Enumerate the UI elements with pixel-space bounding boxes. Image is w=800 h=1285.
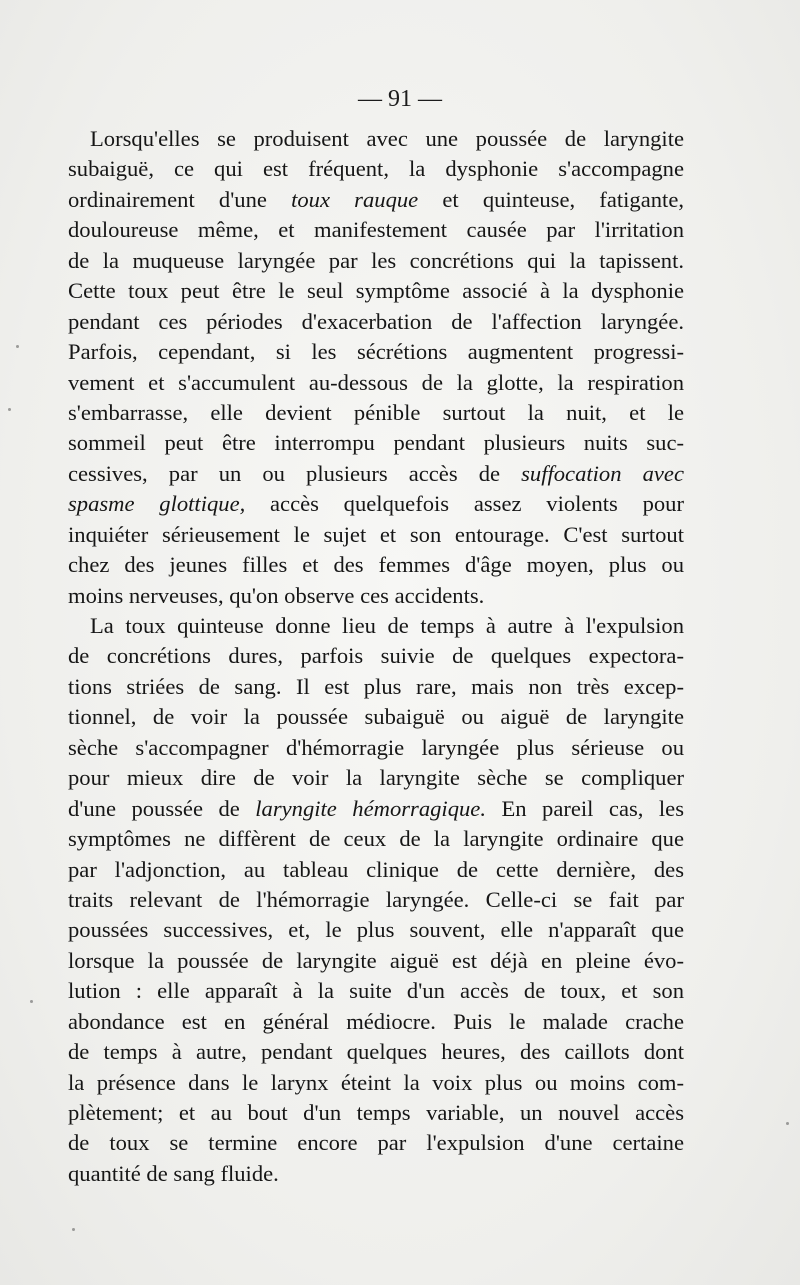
text-line <box>68 489 684 519</box>
text-line <box>68 641 684 671</box>
text-line <box>68 672 684 702</box>
text-line <box>68 185 684 215</box>
scan-speck <box>72 1228 75 1231</box>
text-run: de toux se termine encore par l'expulsion d'une certaine <box>68 1130 684 1156</box>
text-run: vement et s'accumulent au-dessous de la glotte, la respiration <box>68 369 684 395</box>
text-line <box>68 794 684 824</box>
text-run: de la muqueuse laryngée par les concrétions qui la tapissent. <box>68 247 684 273</box>
page-number: — 91 — <box>358 86 442 112</box>
text-run: lution : elle apparaît à la suite d'un accès de toux, et son <box>68 978 684 1004</box>
text-run: pour mieux dire de voir la laryngite sèche se compliquer <box>68 765 684 791</box>
text-line <box>68 915 684 945</box>
text-line <box>68 215 684 245</box>
text-line <box>68 368 684 398</box>
text-run: sèche s'accompagner d'hémorragie laryngée plus sérieuse ou <box>68 734 684 760</box>
paragraph <box>68 611 684 1189</box>
text-line <box>68 581 684 611</box>
scan-speck <box>16 345 19 348</box>
text-run: En pareil cas, les <box>485 795 684 821</box>
text-run: de temps à autre, pendant quelques heures, des caillots dont <box>68 1039 684 1065</box>
text-line <box>68 550 684 580</box>
text-run: cessives, par un ou plusieurs accès de <box>68 460 522 486</box>
text-line <box>68 1098 684 1128</box>
text-run: douloureuse même, et manifestement causée par l'irritation <box>68 217 684 243</box>
text-run: tions striées de sang. Il est plus rare, mais non très excep- <box>68 673 684 699</box>
text-line <box>68 855 684 885</box>
text-run: par l'adjonction, au tableau clinique de cette dernière, des <box>68 856 684 882</box>
text-run: la présence dans le larynx éteint la voix plus ou moins com- <box>68 1069 684 1095</box>
text-run: Parfois, cependant, si les sécrétions augmentent progressi- <box>68 339 684 365</box>
text-run: inquiéter sérieusement le sujet et son entourage. C'est surtout <box>68 521 684 547</box>
text-run: symptômes ne diffèrent de ceux de la laryngite ordinaire que <box>68 826 684 852</box>
italic-text: laryngite hémorragique. <box>255 795 486 821</box>
text-run: sommeil peut être interrompu pendant plusieurs nuits suc- <box>68 430 684 456</box>
text-run: traits relevant de l'hémorragie laryngée. Celle-ci se fait par <box>68 886 684 912</box>
paragraph <box>68 124 684 611</box>
italic-text: suffocation avec <box>521 460 684 486</box>
body-text <box>68 124 684 1189</box>
text-run: et quinteuse, fatigante, <box>418 186 684 212</box>
text-run: La toux quinteuse donne lieu de temps à autre à l'expulsion <box>90 613 684 638</box>
text-line <box>68 520 684 550</box>
text-line <box>68 824 684 854</box>
text-run: quantité de sang fluide. <box>68 1160 279 1186</box>
text-line <box>68 1068 684 1098</box>
text-line <box>68 1007 684 1037</box>
text-run: s'embarrasse, elle devient pénible surtout la nuit, et le <box>68 399 684 425</box>
text-run: accès quelquefois assez violents pour <box>245 491 684 517</box>
text-run: subaiguë, ce qui est fréquent, la dysphonie s'accompagne <box>68 156 684 182</box>
text-run: de concrétions dures, parfois suivie de quelques expectora- <box>68 643 684 669</box>
text-line <box>68 428 684 458</box>
text-run: Lorsqu'elles se produisent avec une poussée de laryngite <box>90 126 684 151</box>
text-line <box>68 459 684 489</box>
scan-speck <box>8 408 11 411</box>
text-run: moins nerveuses, qu'on observe ces accidents. <box>68 582 485 608</box>
text-line <box>68 763 684 793</box>
text-line <box>68 246 684 276</box>
text-line <box>68 337 684 367</box>
text-run: chez des jeunes filles et des femmes d'âge moyen, plus ou <box>68 552 684 578</box>
text-line <box>68 1159 684 1189</box>
text-line <box>68 946 684 976</box>
text-run: tionnel, de voir la poussée subaiguë ou aiguë de laryngite <box>68 704 684 730</box>
text-run: lorsque la poussée de laryngite aiguë est déjà en pleine évo- <box>68 947 684 973</box>
text-line <box>68 976 684 1006</box>
italic-text: spasme glottique, <box>68 491 246 517</box>
text-line <box>68 611 684 641</box>
text-run: d'une poussée de <box>68 795 256 821</box>
text-run: poussées successives, et, le plus souvent, elle n'apparaît que <box>68 917 684 943</box>
text-line <box>68 276 684 306</box>
text-run: ordinairement d'une <box>68 186 292 212</box>
text-line <box>68 885 684 915</box>
text-line <box>68 733 684 763</box>
text-line <box>68 1037 684 1067</box>
text-run: abondance est en général médiocre. Puis le malade crache <box>68 1008 684 1034</box>
scan-speck <box>30 1000 33 1003</box>
text-line <box>68 154 684 184</box>
italic-text: toux rauque <box>291 186 419 212</box>
text-run: Cette toux peut être le seul symptôme associé à la dysphonie <box>68 278 684 304</box>
text-line <box>68 1128 684 1158</box>
text-line <box>68 702 684 732</box>
scan-speck <box>786 1122 789 1125</box>
text-line <box>68 124 684 154</box>
text-run: pendant ces périodes d'exacerbation de l'affection laryngée. <box>68 308 684 334</box>
text-line <box>68 398 684 428</box>
text-run: plètement; et au bout d'un temps variable, un nouvel accès <box>68 1100 684 1125</box>
text-line <box>68 307 684 337</box>
